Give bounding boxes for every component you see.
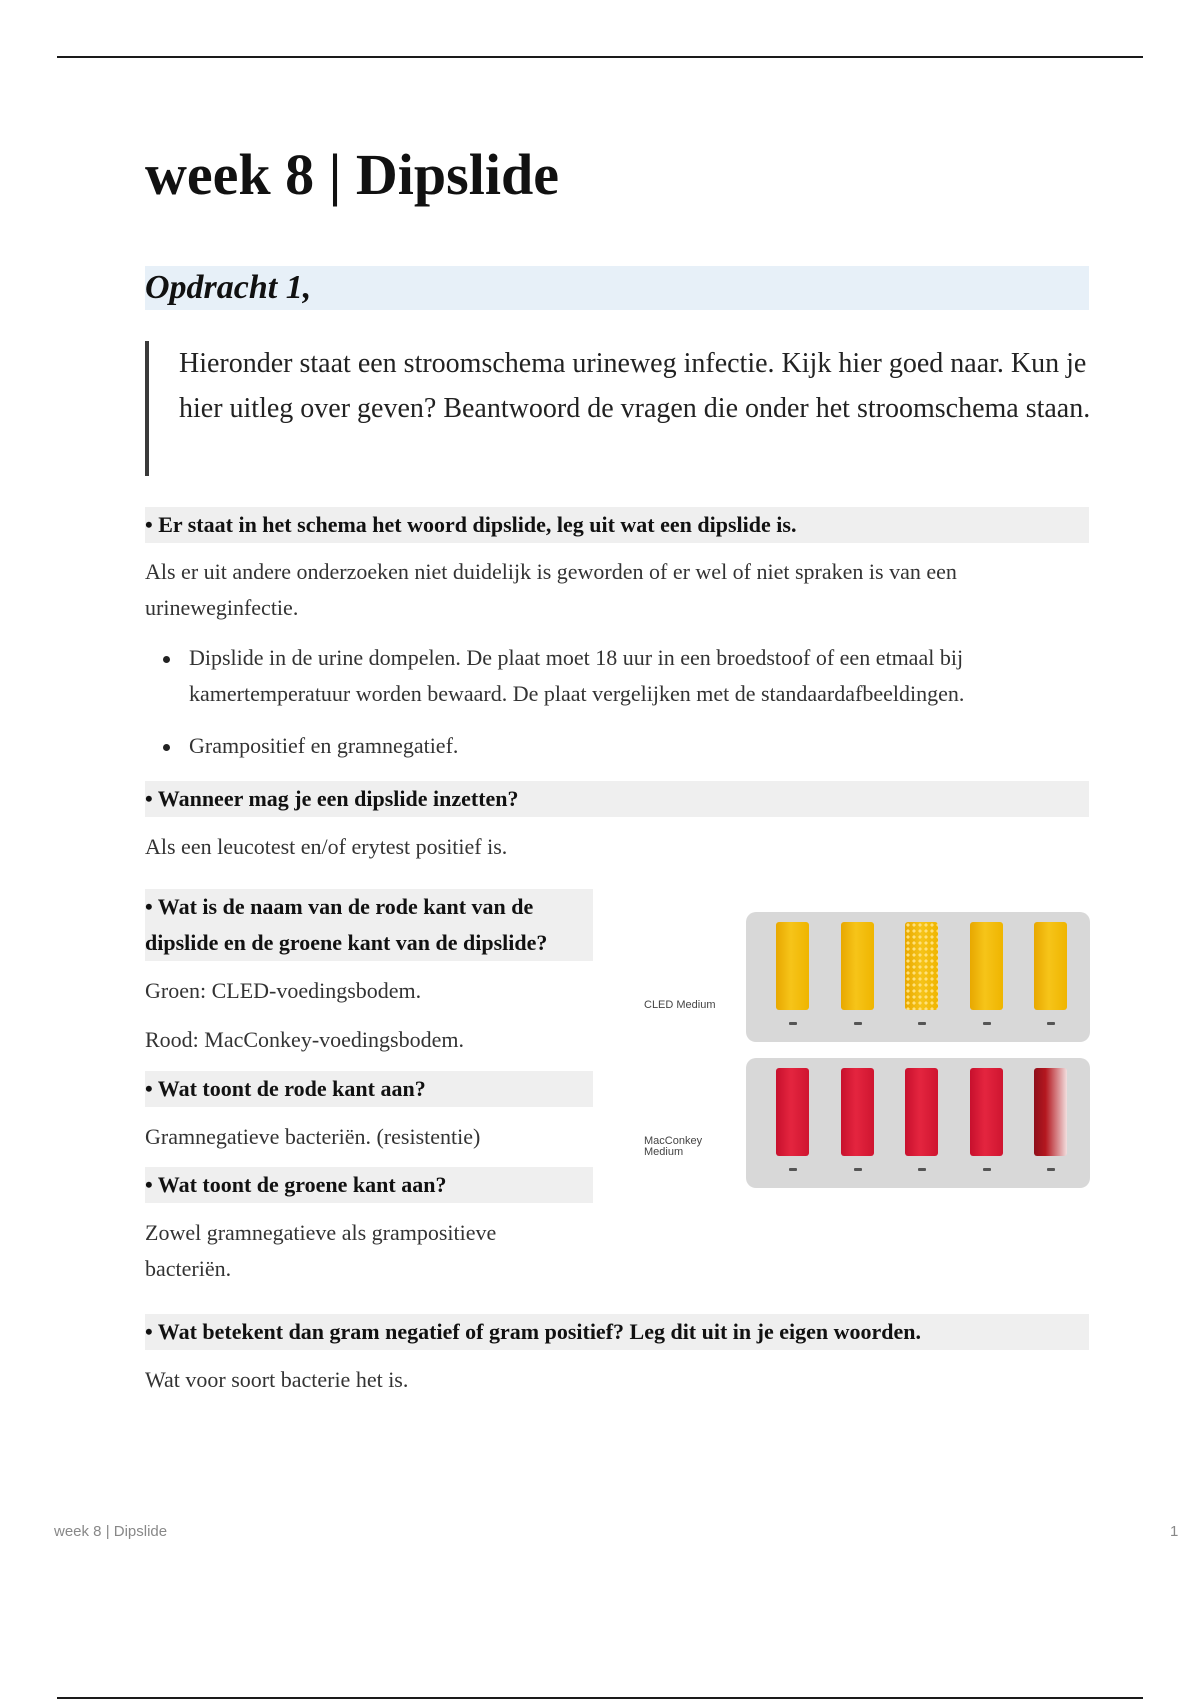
macconkey-slide xyxy=(970,1068,1003,1156)
footer-title: week 8 | Dipslide xyxy=(54,1523,168,1540)
list-item: Dipslide in de urine dompelen. De plaat moet 18 uur in een broedstoof of een etmaal bij kamertemperatuur worden bewaard. De plaat vergelijken met de standaardafbeeldingen. xyxy=(145,640,1089,712)
macconkey-slide xyxy=(841,1068,874,1156)
dipslide-figure xyxy=(640,905,1090,1195)
macconkey-slide xyxy=(1034,1068,1067,1156)
cled-panel xyxy=(746,912,1090,1042)
answer-2: Als een leucotest en/of erytest positief is. xyxy=(145,834,508,859)
cled-slide xyxy=(841,922,874,1010)
slide-tick xyxy=(854,1168,862,1171)
macconkey-slide xyxy=(905,1068,938,1156)
question-1: • Er staat in het schema het woord dipslide, leg uit wat een dipslide is. xyxy=(145,507,1089,543)
intro-text: Hieronder staat een stroomschema urineweg infectie. Kijk hier goed naar. Kun je hier uitleg over geven? Beantwoord de vragen die onder het stroomschema staan. xyxy=(179,348,1091,424)
answer-4: Gramnegatieve bacteriën. (resistentie) xyxy=(145,1124,481,1149)
macconkey-panel xyxy=(746,1058,1090,1188)
cled-label: CLED Medium xyxy=(644,999,716,1011)
slide-tick xyxy=(918,1022,926,1025)
section-heading-box xyxy=(145,266,1089,310)
cled-slide xyxy=(1034,922,1067,1010)
answer-1-list xyxy=(145,640,1089,764)
bottom-rule xyxy=(57,1697,1143,1699)
section-heading: Opdracht 1, xyxy=(145,269,312,306)
slide-tick xyxy=(983,1022,991,1025)
top-rule xyxy=(57,56,1143,58)
question-2: • Wanneer mag je een dipslide inzetten? xyxy=(145,781,1089,817)
page-number: 1 xyxy=(1170,1523,1179,1540)
question-4: • Wat toont de rode kant aan? xyxy=(145,1071,593,1107)
answer-5: Zowel gramnegatieve als grampositieve bacteriën. xyxy=(145,1220,497,1281)
answer-3-green: Groen: CLED-voedingsbodem. xyxy=(145,978,422,1003)
slide-tick xyxy=(789,1022,797,1025)
answer-3-red: Rood: MacConkey-voedingsbodem. xyxy=(145,1027,464,1052)
answer-1: Als er uit andere onderzoeken niet duidelijk is geworden of er wel of niet spraken is van een urineweginfectie. xyxy=(145,559,957,620)
question-5: • Wat toont de groene kant aan? xyxy=(145,1167,593,1203)
answer-6: Wat voor soort bacterie het is. xyxy=(145,1367,409,1392)
page-title: week 8 | Dipslide xyxy=(145,142,559,207)
slide-tick xyxy=(789,1168,797,1171)
cled-slide xyxy=(905,922,938,1010)
slide-tick xyxy=(918,1168,926,1171)
intro-blockquote xyxy=(145,341,1093,476)
question-6: • Wat betekent dan gram negatief of gram positief? Leg dit uit in je eigen woorden. xyxy=(145,1314,1089,1350)
cled-slide xyxy=(776,922,809,1010)
slide-tick xyxy=(854,1022,862,1025)
slide-tick xyxy=(983,1168,991,1171)
question-3: • Wat is de naam van de rode kant van de dipslide en de groene kant van de dipslide? xyxy=(145,889,593,961)
slide-tick xyxy=(1047,1168,1055,1171)
slide-tick xyxy=(1047,1022,1055,1025)
cled-slide xyxy=(970,922,1003,1010)
list-item: Grampositief en gramnegatief. xyxy=(145,728,1089,764)
macconkey-label: MacConkey Medium xyxy=(644,1135,703,1158)
macconkey-slide xyxy=(776,1068,809,1156)
